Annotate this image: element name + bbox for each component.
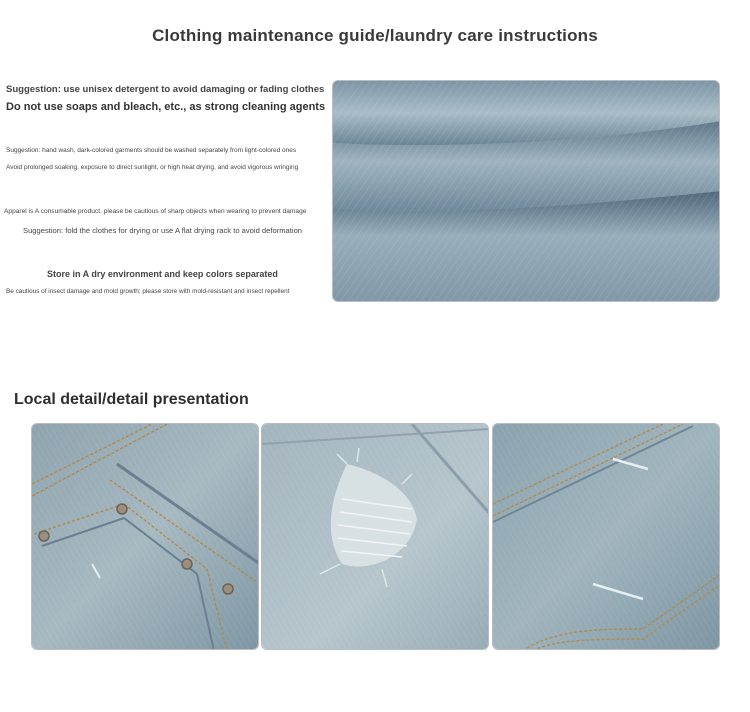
care-tip-soaking: Avoid prolonged soaking, exposure to direct sunlight, or high heat drying, and avoid vigorous wringing — [6, 164, 299, 171]
care-tip-sharp-objects: Apparel is A consumable product. please be cautious of sharp objects when wearing to prevent damage — [4, 208, 307, 215]
denim-fabric-photo — [332, 80, 720, 302]
distressed-rip-detail-photo — [261, 423, 489, 650]
care-tip-drying: Suggestion: fold the clothes for drying or use A flat drying rack to avoid deformation — [23, 226, 303, 235]
care-tip-hand-wash: Suggestion: hand wash, dark-colored garments should be washed separately from light-colored ones — [6, 147, 297, 154]
page-title: Clothing maintenance guide/laundry care instructions — [152, 26, 598, 45]
care-tip-no-bleach: Do not use soaps and bleach, etc., as strong cleaning agents — [6, 101, 326, 113]
detail-section-title: Local detail/detail presentation — [14, 391, 249, 408]
pocket-rivet-detail-photo — [31, 423, 259, 650]
care-tip-detergent: Suggestion: use unisex detergent to avoid damaging or fading clothes — [6, 84, 325, 95]
care-tip-storage: Store in A dry environment and keep colors separated — [47, 269, 278, 279]
back-pocket-detail-photo — [492, 423, 720, 650]
care-tip-insects: Be cautious of insect damage and mold growth; please store with mold-resistant and insect repellent — [6, 288, 290, 295]
